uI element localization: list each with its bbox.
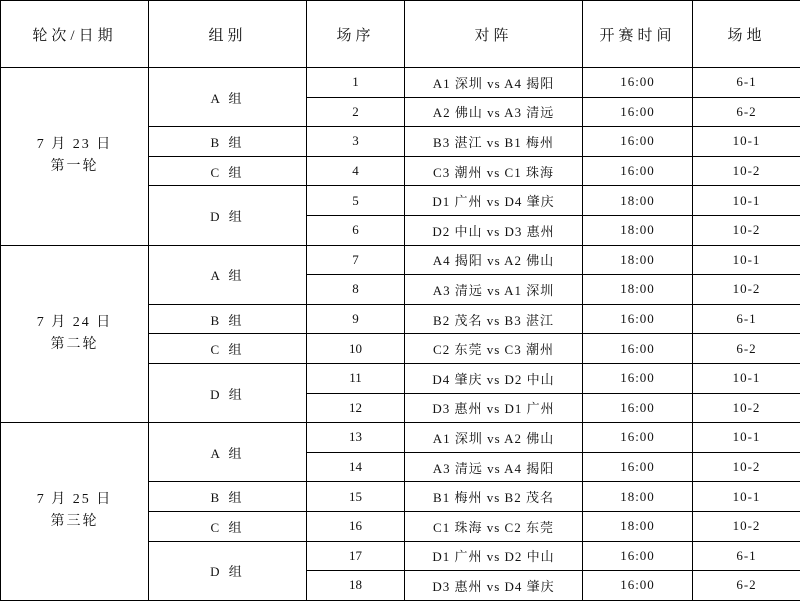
match-fixture-cell: B2 茂名 vs B3 湛江: [405, 304, 583, 334]
match-fixture-cell: C3 潮州 vs C1 珠海: [405, 156, 583, 186]
match-time-cell: 16:00: [583, 156, 693, 186]
match-time-cell: 16:00: [583, 541, 693, 571]
match-venue-cell: 10-2: [693, 215, 800, 245]
match-fixture-cell: C1 珠海 vs C2 东莞: [405, 511, 583, 541]
match-venue-cell: 10-1: [693, 245, 800, 275]
match-fixture-cell: D2 中山 vs D3 惠州: [405, 215, 583, 245]
match-fixture-cell: D4 肇庆 vs D2 中山: [405, 363, 583, 393]
match-order-cell: 16: [307, 511, 405, 541]
match-venue-cell: 10-2: [693, 275, 800, 305]
match-time-cell: 16:00: [583, 68, 693, 98]
group-cell: A 组: [149, 423, 307, 482]
group-cell: C 组: [149, 334, 307, 364]
match-fixture-cell: A3 清远 vs A4 揭阳: [405, 452, 583, 482]
match-fixture-cell: B1 梅州 vs B2 茂名: [405, 482, 583, 512]
column-header: 轮次/日期: [1, 1, 149, 68]
column-header: 开赛时间: [583, 1, 693, 68]
group-cell: D 组: [149, 541, 307, 600]
match-venue-cell: 6-2: [693, 334, 800, 364]
group-cell: C 组: [149, 511, 307, 541]
table-row: [1, 245, 800, 275]
group-cell: A 组: [149, 245, 307, 304]
match-fixture-cell: A3 清远 vs A1 深圳: [405, 275, 583, 305]
match-fixture-cell: A4 揭阳 vs A2 佛山: [405, 245, 583, 275]
round-date-cell: [1, 68, 149, 246]
match-venue-cell: 6-1: [693, 304, 800, 334]
group-cell: D 组: [149, 186, 307, 245]
round-date-line: 7 月 23 日: [3, 134, 146, 156]
match-order-cell: 3: [307, 127, 405, 157]
group-cell: B 组: [149, 127, 307, 157]
match-order-cell: 8: [307, 275, 405, 305]
match-order-cell: 17: [307, 541, 405, 571]
match-time-cell: 16:00: [583, 571, 693, 601]
column-header: 场序: [307, 1, 405, 68]
match-order-cell: 9: [307, 304, 405, 334]
match-venue-cell: 10-1: [693, 186, 800, 216]
match-order-cell: 14: [307, 452, 405, 482]
match-venue-cell: 6-1: [693, 68, 800, 98]
round-name-line: 第二轮: [3, 334, 146, 356]
match-time-cell: 16:00: [583, 452, 693, 482]
match-time-cell: 16:00: [583, 97, 693, 127]
match-time-cell: 18:00: [583, 482, 693, 512]
round-date-cell: [1, 245, 149, 423]
match-time-cell: 18:00: [583, 215, 693, 245]
match-time-cell: 18:00: [583, 275, 693, 305]
match-fixture-cell: D3 惠州 vs D1 广州: [405, 393, 583, 423]
round-name-line: 第一轮: [3, 156, 146, 178]
match-venue-cell: 10-2: [693, 156, 800, 186]
match-time-cell: 16:00: [583, 423, 693, 453]
column-header: 对阵: [405, 1, 583, 68]
table-row: [1, 68, 800, 98]
match-order-cell: 12: [307, 393, 405, 423]
match-venue-cell: 10-1: [693, 423, 800, 453]
match-fixture-cell: C2 东莞 vs C3 潮州: [405, 334, 583, 364]
match-fixture-cell: D3 惠州 vs D4 肇庆: [405, 571, 583, 601]
round-name-line: 第三轮: [3, 511, 146, 533]
match-fixture-cell: A1 深圳 vs A2 佛山: [405, 423, 583, 453]
column-header: 场地: [693, 1, 800, 68]
group-cell: D 组: [149, 363, 307, 422]
match-venue-cell: 10-1: [693, 482, 800, 512]
match-time-cell: 16:00: [583, 127, 693, 157]
match-venue-cell: 10-2: [693, 393, 800, 423]
match-order-cell: 11: [307, 363, 405, 393]
match-venue-cell: 10-1: [693, 127, 800, 157]
match-order-cell: 13: [307, 423, 405, 453]
round-date-line: 7 月 25 日: [3, 489, 146, 511]
match-order-cell: 6: [307, 215, 405, 245]
match-fixture-cell: B3 湛江 vs B1 梅州: [405, 127, 583, 157]
table-row: [1, 423, 800, 453]
match-venue-cell: 6-1: [693, 541, 800, 571]
match-order-cell: 18: [307, 571, 405, 601]
match-venue-cell: 6-2: [693, 97, 800, 127]
match-order-cell: 10: [307, 334, 405, 364]
table-header-row: [1, 1, 800, 68]
match-order-cell: 2: [307, 97, 405, 127]
match-time-cell: 16:00: [583, 363, 693, 393]
match-order-cell: 4: [307, 156, 405, 186]
match-order-cell: 5: [307, 186, 405, 216]
match-time-cell: 18:00: [583, 186, 693, 216]
round-date-line: 7 月 24 日: [3, 312, 146, 334]
column-header: 组别: [149, 1, 307, 68]
group-cell: B 组: [149, 304, 307, 334]
match-time-cell: 16:00: [583, 393, 693, 423]
group-cell: B 组: [149, 482, 307, 512]
match-fixture-cell: A1 深圳 vs A4 揭阳: [405, 68, 583, 98]
match-time-cell: 16:00: [583, 304, 693, 334]
group-cell: A 组: [149, 68, 307, 127]
round-date-cell: [1, 423, 149, 601]
match-order-cell: 7: [307, 245, 405, 275]
match-time-cell: 16:00: [583, 334, 693, 364]
match-time-cell: 18:00: [583, 245, 693, 275]
match-venue-cell: 10-2: [693, 511, 800, 541]
match-venue-cell: 10-1: [693, 363, 800, 393]
match-venue-cell: 6-2: [693, 571, 800, 601]
match-fixture-cell: A2 佛山 vs A3 清远: [405, 97, 583, 127]
match-order-cell: 15: [307, 482, 405, 512]
match-fixture-cell: D1 广州 vs D4 肇庆: [405, 186, 583, 216]
match-order-cell: 1: [307, 68, 405, 98]
match-time-cell: 18:00: [583, 511, 693, 541]
match-fixture-cell: D1 广州 vs D2 中山: [405, 541, 583, 571]
group-cell: C 组: [149, 156, 307, 186]
match-venue-cell: 10-2: [693, 452, 800, 482]
